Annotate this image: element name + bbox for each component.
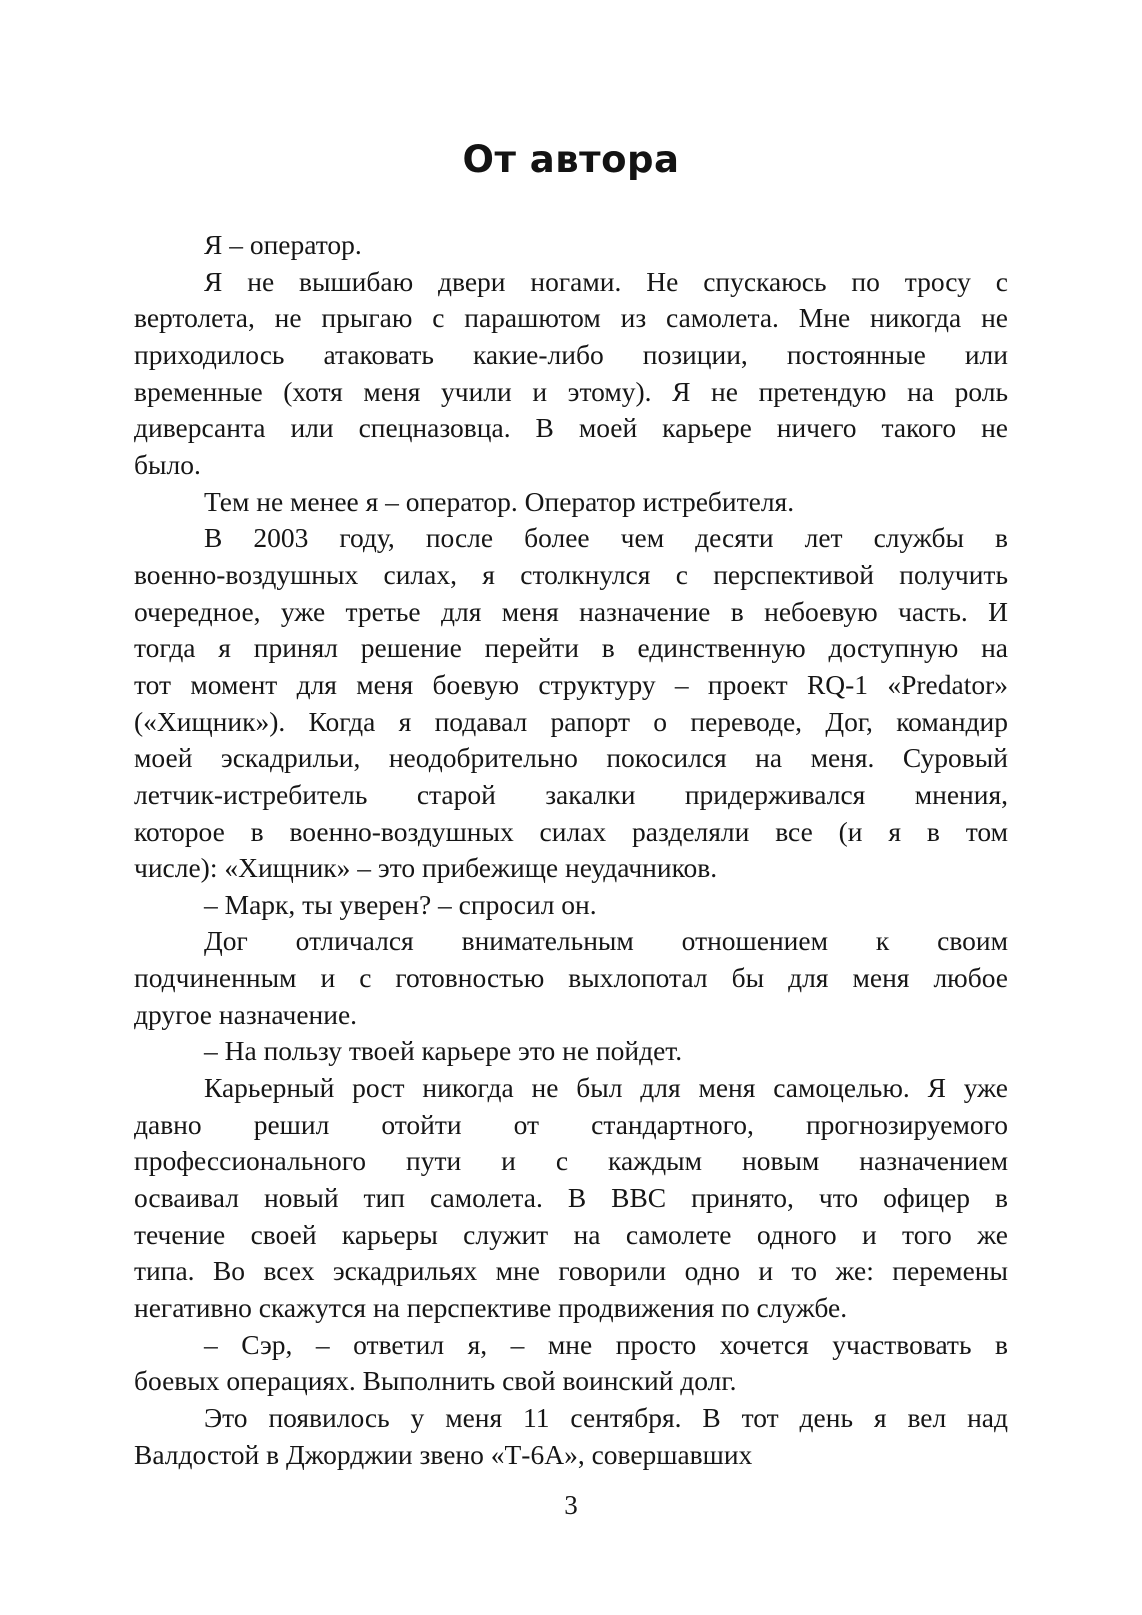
text-line: Карьерный рост никогда не был для меня самоцелью. Я уже: [204, 1072, 1008, 1104]
body-paragraphs: [134, 227, 1008, 1473]
text-line: вертолета, не прыгаю с парашютом из самолета. Мне никогда не: [134, 302, 1008, 334]
text-line: очередное, уже третье для меня назначение в небоевую часть. И: [134, 595, 1008, 627]
text-line: осваивал новый тип самолета. В ВВС принято, что офицер в: [134, 1182, 1008, 1214]
paragraph: [134, 484, 1008, 521]
paragraph: [134, 1070, 1008, 1327]
text-line: – Сэр, – ответил я, – мне просто хочется участвовать в: [204, 1328, 1008, 1360]
text-line: летчик-истребитель старой закалки придерживался мнения,: [134, 778, 1008, 810]
text-line: Валдостой в Джорджии звено «Т-6А», совершавших: [134, 1438, 753, 1470]
text-line: приходилось атаковать какие-либо позиции, постоянные или: [134, 338, 1008, 370]
text-line: подчиненным и с готовностью выхлопотал бы для меня любое: [134, 962, 1008, 994]
paragraph: [134, 887, 1008, 924]
text-line: Тем не менее я – оператор. Оператор истребителя.: [204, 485, 795, 517]
text-line: было.: [134, 448, 201, 480]
paragraph: [134, 227, 1008, 264]
text-line: – Марк, ты уверен? – спросил он.: [204, 888, 597, 920]
text-line: диверсанта или спецназовца. В моей карьере ничего такого не: [134, 412, 1008, 444]
text-line: В 2003 году, после более чем десяти лет службы в: [204, 522, 1008, 554]
text-line: Это появилось у меня 11 сентября. В тот день я вел над: [204, 1402, 1008, 1433]
page-number: 3: [564, 1490, 578, 1521]
text-line: числе): «Хищник» – это прибежище неудачников.: [134, 852, 718, 884]
paragraph: [134, 264, 1008, 484]
paragraph: [134, 1400, 1008, 1473]
paragraph: [134, 1033, 1008, 1070]
text-line: («Хищник»). Когда я подавал рапорт о переводе, Дог, командир: [134, 705, 1008, 737]
text-line: другое назначение.: [134, 998, 358, 1030]
text-line: которое в военно-воздушных силах разделяли все (и я в том: [134, 815, 1008, 847]
text-line: Я не вышибаю двери ногами. Не спускаюсь по тросу с: [204, 265, 1008, 297]
text-line: тогда я принял решение перейти в единственную доступную на: [134, 632, 1008, 664]
text-line: временные (хотя меня учили и этому). Я не претендую на роль: [134, 375, 1008, 407]
page-title: От автора: [462, 138, 680, 181]
text-line: Я – оператор.: [204, 229, 362, 260]
text-line: – На пользу твоей карьере это не пойдет.: [204, 1035, 683, 1067]
text-line: течение своей карьеры служит на самолете одного и того же: [134, 1218, 1008, 1250]
text-line: негативно скажутся на перспективе продвижения по службе.: [134, 1292, 848, 1324]
paragraph: [134, 520, 1008, 887]
text-line: военно-воздушных силах, я столкнулся с перспективой получить: [134, 558, 1008, 590]
text-line: боевых операциях. Выполнить свой воинский долг.: [134, 1365, 737, 1397]
text-line: давно решил отойти от стандартного, прогнозируемого: [134, 1108, 1008, 1140]
text-line: типа. Во всех эскадрильях мне говорили одно и то же: перемены: [134, 1255, 1008, 1287]
text-line: моей эскадрильи, неодобрительно покосился на меня. Суровый: [134, 742, 1008, 774]
text-line: профессионального пути и с каждым новым назначением: [134, 1145, 1008, 1177]
paragraph: [134, 1327, 1008, 1400]
text-line: Дог отличался внимательным отношением к своим: [204, 925, 1008, 957]
paragraph: [134, 923, 1008, 1033]
text-line: тот момент для меня боевую структуру – проект RQ-1 «Predator»: [134, 668, 1008, 700]
